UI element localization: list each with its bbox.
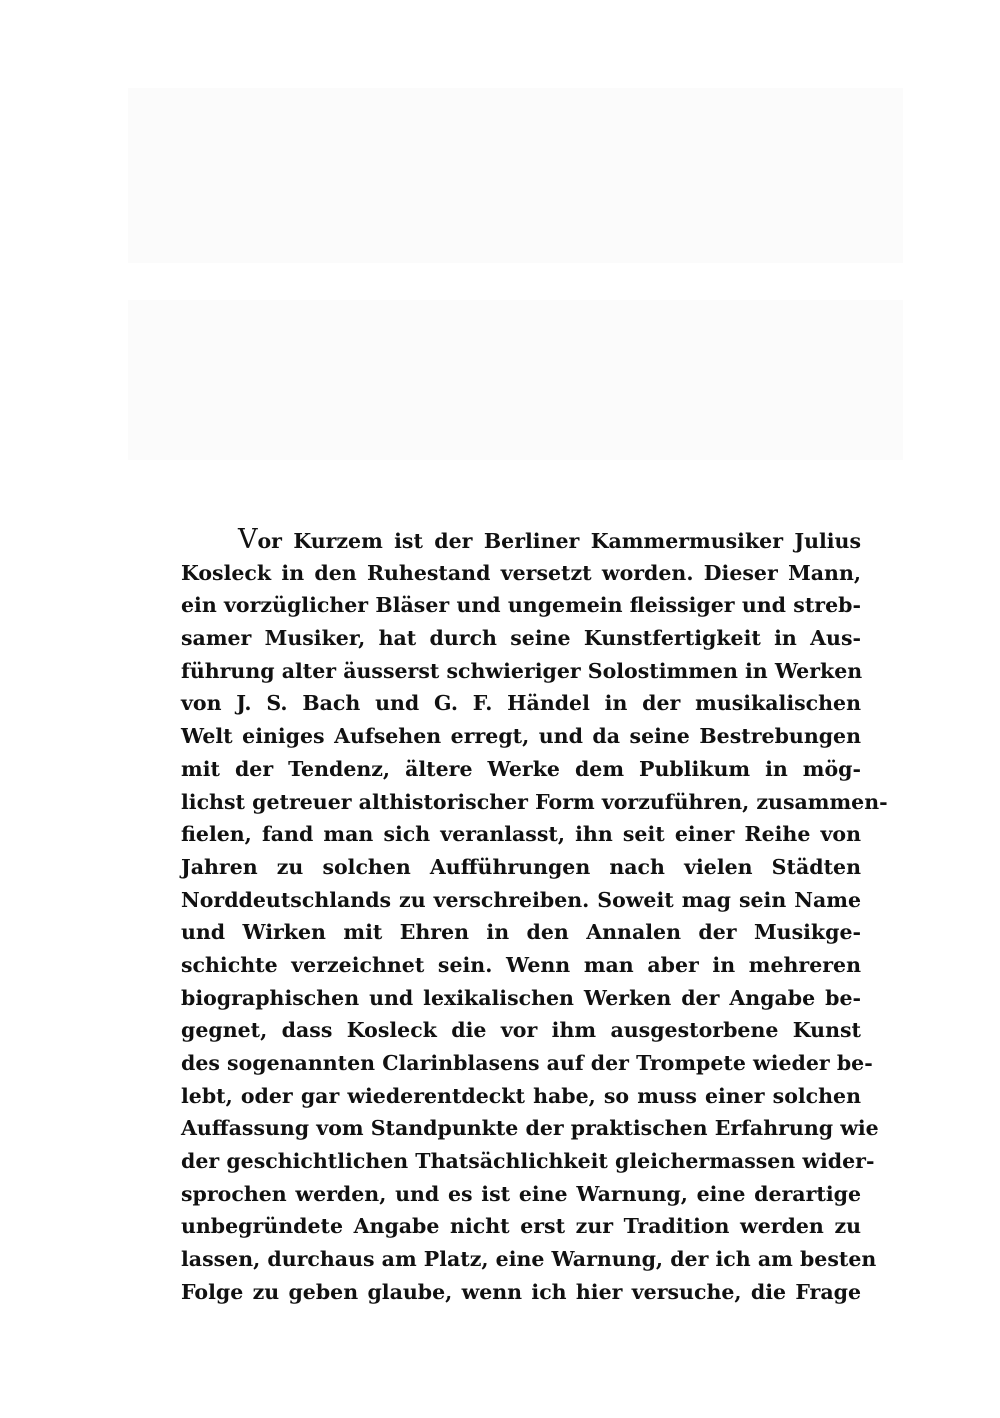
paragraph-line: sprochen werden, und es ist eine Warnung, eine derartige: [181, 1181, 861, 1206]
paragraph-line: Norddeutschlands zu verschreiben. Soweit mag sein Name: [181, 887, 861, 912]
paragraph-line: lichst getreuer althistorischer Form vorzuführen, zusammen-: [181, 789, 888, 814]
paragraph-line: samer Musiker, hat durch seine Kunstfertigkeit in Aus-: [181, 626, 861, 651]
paragraph-line: biographischen und lexikalischen Werken der Angabe be-: [181, 985, 861, 1010]
first-line-text: or Kurzem ist der Berliner Kammermusiker Julius: [257, 529, 861, 553]
paragraph-line: unbegründete Angabe nicht erst zur Tradition werden zu: [181, 1214, 861, 1239]
paragraph-line: führung alter äusserst schwieriger Solostimmen in Werken: [181, 658, 863, 683]
paragraph-line: des sogenannten Clarinblasens auf der Trompete wieder be-: [181, 1051, 873, 1075]
body-paragraph: [181, 524, 888, 1309]
faint-header-area: [128, 88, 903, 263]
paragraph-line: lassen, durchaus am Platz, eine Warnung, der ich am besten: [181, 1247, 877, 1272]
paragraph-line: und Wirken mit Ehren in den Annalen der Musikge-: [181, 920, 861, 945]
paragraph-line: ein vorzüglicher Bläser und ungemein fleissiger und streb-: [181, 593, 861, 618]
paragraph-line: der geschichtlichen Thatsächlichkeit gleichermassen wider-: [181, 1149, 875, 1174]
paragraph-line: Auffassung vom Standpunkte der praktischen Erfahrung wie: [181, 1116, 879, 1141]
paragraph-line: mit der Tendenz, ältere Werke dem Publikum in mög-: [181, 756, 861, 781]
paragraph-line: Folge zu geben glaube, wenn ich hier versuche, die Frage: [181, 1279, 861, 1304]
paragraph-line: fielen, fand man sich veranlasst, ihn seit einer Reihe von: [181, 822, 861, 847]
paragraph-line: gegnet, dass Kosleck die vor ihm ausgestorbene Kunst: [181, 1018, 861, 1043]
paragraph-first-line: [181, 524, 861, 557]
paragraph-line: Kosleck in den Ruhestand versetzt worden. Dieser Mann,: [181, 560, 861, 585]
faint-subheader-area: [128, 300, 903, 460]
initial-letter: V: [238, 524, 258, 555]
paragraph-line: Jahren zu solchen Aufführungen nach vielen Städten: [181, 854, 861, 879]
paragraph-line: lebt, oder gar wiederentdeckt habe, so muss einer solchen: [181, 1083, 861, 1108]
paragraph-line: von J. S. Bach und G. F. Händel in der musikalischen: [181, 691, 861, 716]
paragraph-line: schichte verzeichnet sein. Wenn man aber in mehreren: [181, 952, 861, 977]
paragraph-line: Welt einiges Aufsehen erregt, und da seine Bestrebungen: [181, 724, 861, 749]
